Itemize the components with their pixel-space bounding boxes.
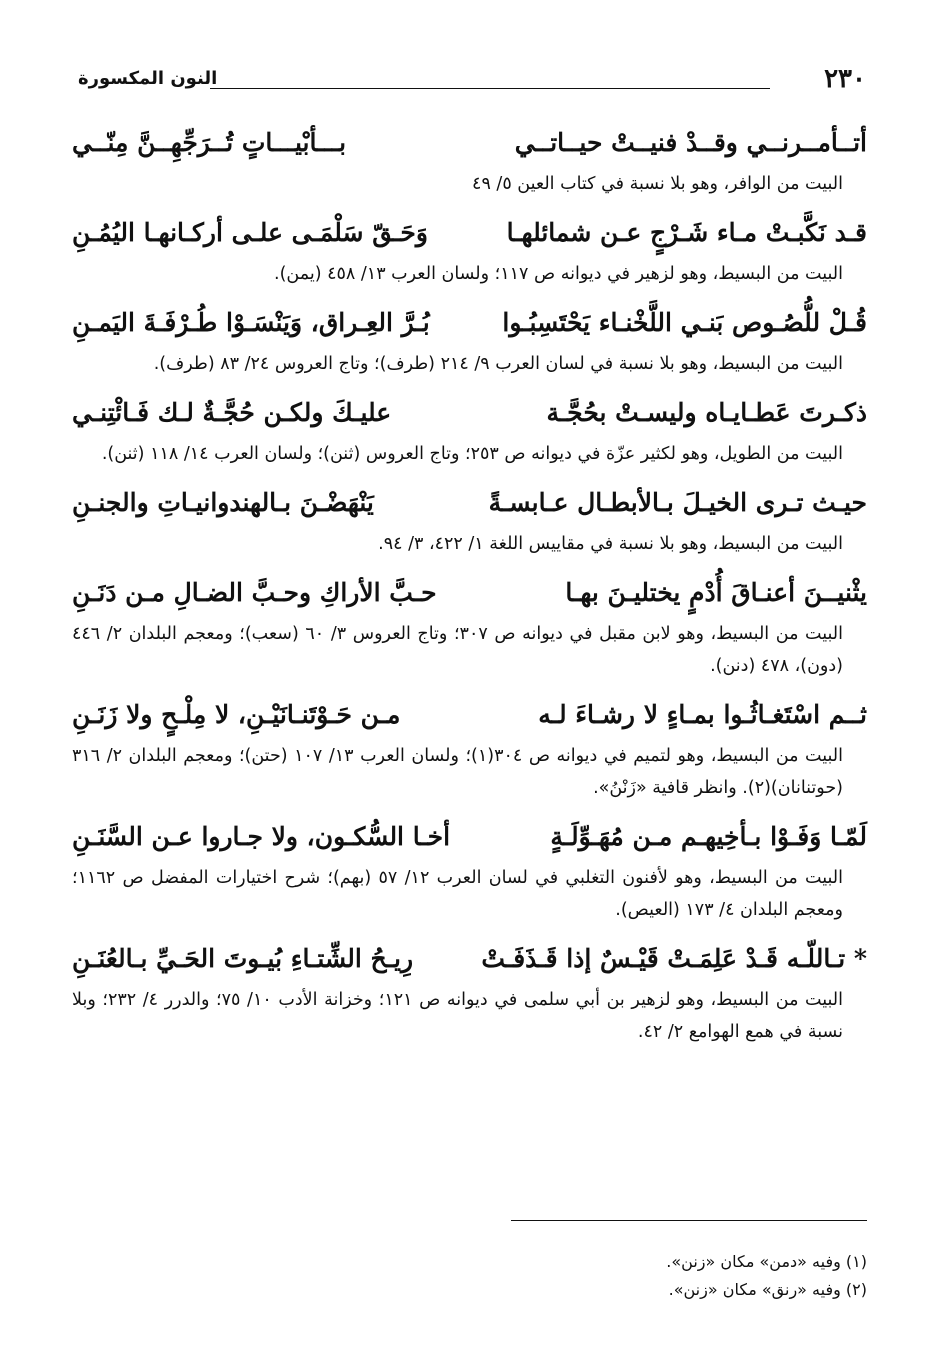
verse-line [72,478,867,528]
verse-first-hemistich: حيـث تـرى الخيـلَ بـالأبطـال عـابسـةً [488,488,867,517]
verse-entry [72,690,867,804]
verse-second-hemistich: مـن حَـوْتَنـانَيْـنِ، لا مِلْـحٍ ولا زَنَـنِ [72,700,401,729]
running-title: النون المكسورة [78,68,218,89]
verse-first-hemistich: * تـاللّـه قَـدْ عَلِمَـتْ قَيْـسٌ إذا قَـذَفَـتْ [481,944,867,973]
verse-commentary: البيت من البسيط، وهو بلا نسبة في مقاييس اللغة ١/ ٤٢٢، ٣/ ٩٤. [378,534,843,554]
verse-line [72,388,867,438]
footnote-rule [511,1220,867,1221]
verse-commentary: البيت من البسيط، وهو لزهير في ديوانه ص ١١٧؛ ولسان العرب ١٣/ ٤٥٨ (يمن). [274,264,843,284]
verse-entry [72,568,867,682]
verse-first-hemistich: قـد نَكَّبـتْ مـاء شَـرْجٍ عـن شمائلهـا [506,218,867,247]
verse-second-hemistich: وَحَـقّ سَلْمَـى علـى أركـانهـا اليُمُـنِ [72,218,428,247]
page-number: ٢٣٠ [824,64,866,94]
verse-first-hemistich: ذكـرتَ عَطـايـاه وليسـتْ بحُجَّـة [546,398,867,427]
footnote-item: (٢) وفيه «رنق» مكان «زنن». [668,1280,867,1299]
verse-commentary: البيت من الوافر، وهو بلا نسبة في كتاب العين ٥/ ٤٩ [472,174,843,194]
verse-entry [72,812,867,926]
verse-line [72,934,867,984]
verse-commentary: البيت من البسيط، وهو لأفنون التغلبي في لسان العرب ١٢/ ٥٧ (بهم)؛ شرح اختيارات المفضل ص ١١٦٢؛ ومعجم البلدان ٤/ ١٧٣ (العيص). [72,868,843,920]
verse-second-hemistich: رِيـحُ الشِّتـاءِ بُيـوتَ الحَـيِّ بـالعُنَـنِ [72,944,414,973]
verse-entry [72,388,867,470]
verse-commentary: البيت من البسيط، وهو بلا نسبة في لسان العرب ٩/ ٢١٤ (طرف)؛ وتاج العروس ٢٤/ ٨٣ (طرف). [153,354,843,374]
verse-line [72,568,867,618]
verse-first-hemistich: لَمّـا وَفَـوْا بـأخِيهـم مـن مُهَـوِّلَـةٍ [550,822,867,851]
verse-first-hemistich: قُـلْ للُّصُـوص بَنـي اللَّخْنـاء يَحْتَسِبُـوا [502,308,867,337]
verse-entry [72,208,867,290]
verse-commentary: البيت من البسيط، وهو لزهير بن أبي سلمى في ديوانه ص ١٢١؛ وخزانة الأدب ١٠/ ٧٥؛ والدرر ٤/ ٢٣٢؛ وبلا نسبة في همع الهوامع ٢/ ٤٢. [72,990,843,1042]
header-rule [210,88,770,89]
verse-line [72,208,867,258]
page-header [78,64,866,104]
verse-second-hemistich: حـبَّ الأراكِ وحـبَّ الضـالِ مـن دَنَـنِ [72,578,437,607]
verse-entry [72,478,867,560]
verse-first-hemistich: أتــأمــرنــي وقــدْ فنيــتْ حيــاتــي [514,128,867,157]
verse-entry [72,934,867,1048]
main-content [72,118,867,1056]
verse-second-hemistich: يَنْهَضْـنَ بـالهندوانيـاتِ والجنـنِ [72,488,374,517]
verse-second-hemistich: أخـا السُّكـون، ولا جـاروا عـن السَّنَـنِ [72,822,451,851]
verse-first-hemistich: ثــم اسْتَغـاثُـوا بمـاءٍ لا رشـاءَ لـه [538,700,867,729]
verse-commentary: البيت من البسيط، وهو لابن مقبل في ديوانه ص ٣٠٧؛ وتاج العروس ٣/ ٦٠ (سعب)؛ ومعجم البلدان ٢/ ٤٤٦ (دون)، ٤٧٨ (دنن). [72,624,843,676]
verse-second-hemistich: بـــأبْيـــاتٍ تُــرَجِّهِــنَّ مِنّــي [72,128,347,157]
verse-line [72,690,867,740]
verse-second-hemistich: عليـكَ ولكـن حُجَّـةٌ لـك فَـائْتِنـي [72,398,392,427]
verse-second-hemistich: بُـرَّ العِـراق، وَيَنْسَـوْا طُـرْفَـةَ اليَمـنِ [72,308,430,337]
footnote-item: (١) وفيه «دمن» مكان «زنن». [666,1252,867,1271]
verse-line [72,298,867,348]
verse-commentary: البيت من البسيط، وهو لتميم في ديوانه ص ٣٠٤(١)؛ ولسان العرب ١٣/ ١٠٧ (حتن)؛ ومعجم البلدان ٢/ ٣١٦ (حوتنانان)(٢). وانظر قافية «زَنْنُ». [72,746,843,798]
verse-first-hemistich: يثْنيــنَ أعنـاقَ أُدْمٍ يختليـنَ بهـا [565,578,867,607]
verse-commentary: البيت من الطويل، وهو لكثير عزّة في ديوانه ص ٢٥٣؛ وتاج العروس (ثنن)؛ ولسان العرب ١٤/ ١١٨ (ثنن). [101,444,843,464]
verse-entry [72,298,867,380]
verse-line [72,118,867,168]
verse-line [72,812,867,862]
footnotes [72,1248,867,1304]
verse-entry [72,118,867,200]
